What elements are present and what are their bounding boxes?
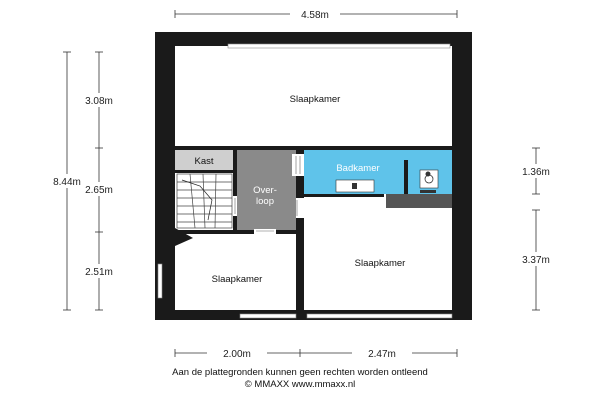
disclaimer-text: Aan de plattegronden kunnen geen rechten worden ontleend (172, 367, 428, 378)
dim-left-1: 3.08m (85, 96, 113, 107)
room-label-landing-2: loop (256, 196, 274, 207)
dim-right-1: 1.36m (522, 167, 550, 178)
dim-left-2: 2.65m (85, 185, 113, 196)
room-label-closet: Kast (194, 156, 214, 167)
dim-total-height: 8.44m (53, 177, 81, 188)
staircase (177, 174, 232, 228)
dim-bottom-2: 2.47m (368, 349, 396, 360)
dim-bottom-1: 2.00m (223, 349, 251, 360)
room-label-landing-1: Over- (253, 185, 277, 196)
room-label-bottom-right-bedroom: Slaapkamer (354, 258, 406, 269)
room-label-bottom-left-bedroom: Slaapkamer (211, 274, 263, 285)
dim-top-width: 4.58m (301, 10, 329, 21)
room-label-top-bedroom: Slaapkamer (289, 94, 341, 105)
copyright-text: © MMAXX www.mmaxx.nl (244, 379, 356, 390)
room-label-bathroom: Badkamer (336, 163, 380, 174)
dim-right-2: 3.37m (522, 255, 550, 266)
dim-left-3: 2.51m (85, 267, 113, 278)
